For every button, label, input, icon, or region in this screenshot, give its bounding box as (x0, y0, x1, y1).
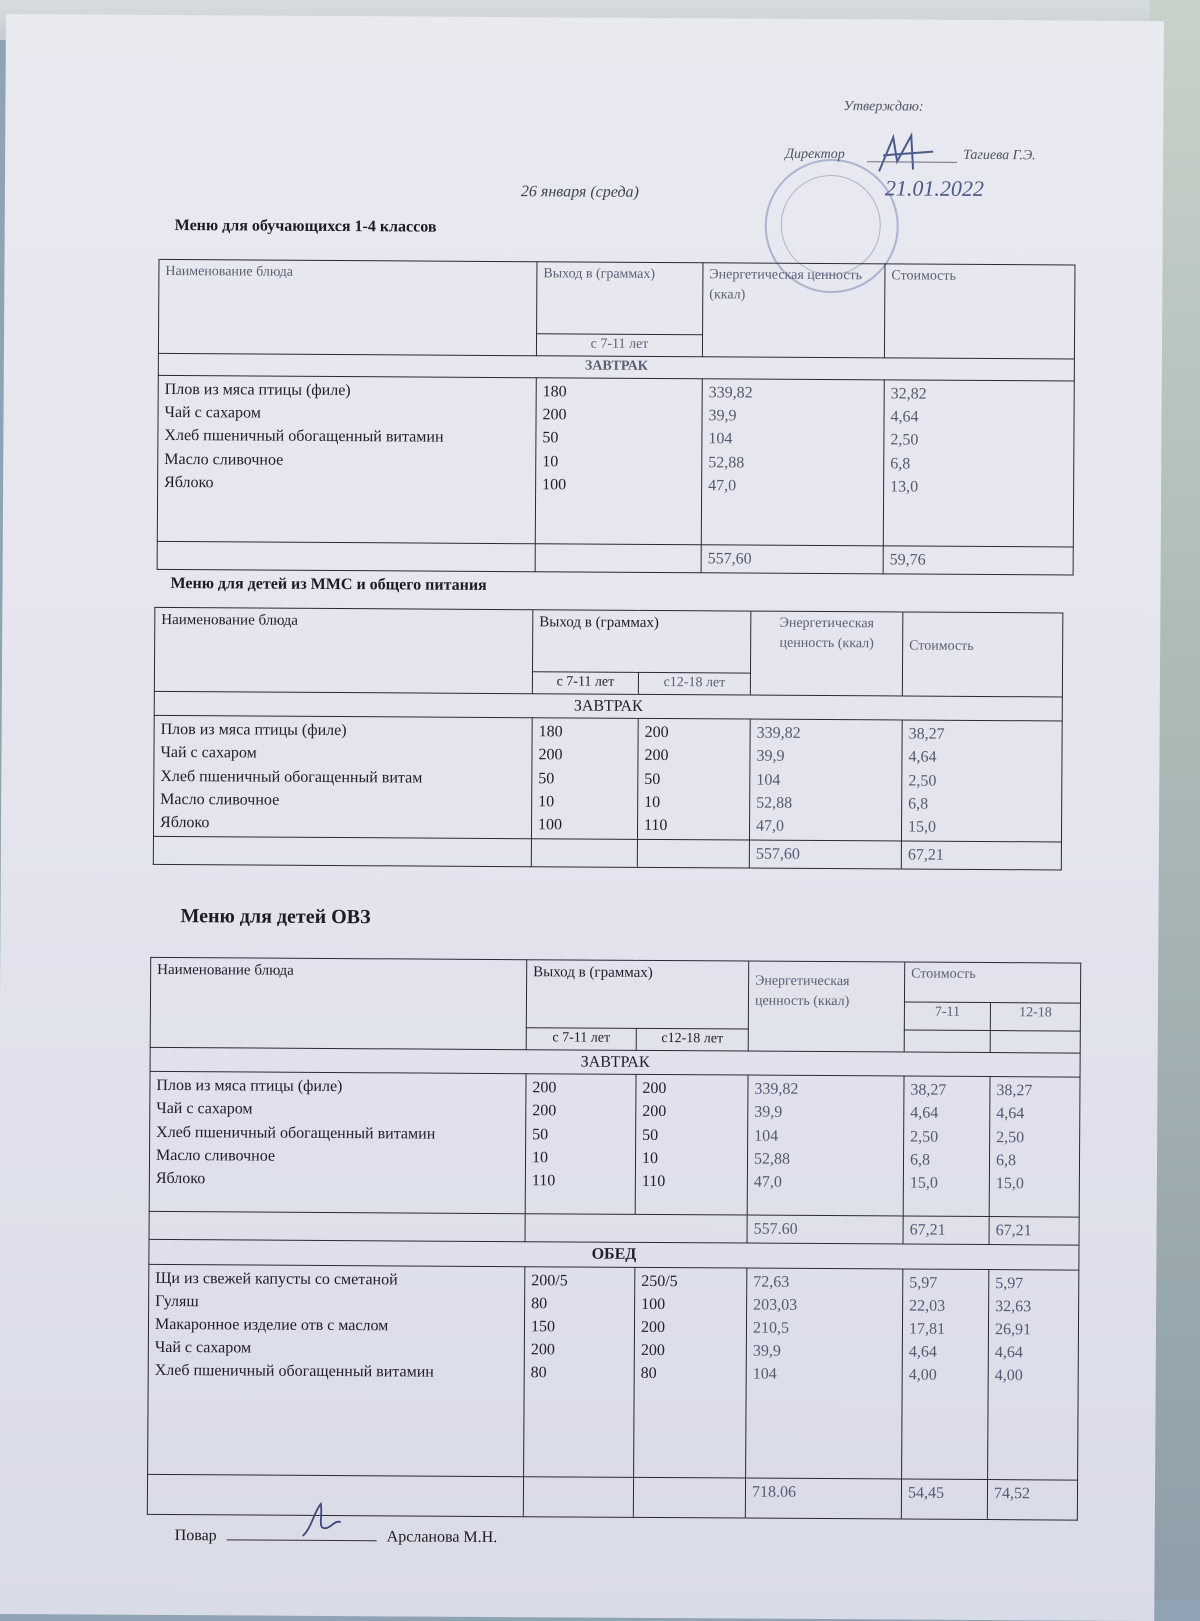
yield-12-18-list (637, 719, 750, 841)
yield-value: 200 (530, 1341, 555, 1359)
total-yield-cell (531, 839, 637, 868)
total-energy: 557.60 (747, 1215, 903, 1244)
dish-name: Хлеб пшеничный обогащенный витамин (164, 427, 444, 447)
cost-value: 4,00 (994, 1367, 1023, 1385)
energy-value: 52,88 (756, 794, 793, 812)
yield-value: 200 (642, 1080, 667, 1098)
cost-value: 4,64 (890, 408, 919, 426)
date-heading: 26 января (среда) (520, 183, 639, 201)
menu-table-mms (153, 607, 1064, 871)
total-cost-7-11: 54,45 (901, 1479, 987, 1520)
energy-value: 339,82 (754, 1080, 799, 1099)
energy-list (746, 1268, 903, 1479)
header-yield: Выход в (граммах) (537, 262, 703, 335)
energy-value: 339,82 (756, 724, 801, 743)
header-empty (990, 1031, 1080, 1054)
menu-sheet (0, 14, 1164, 1621)
cost-value: 4,00 (908, 1366, 937, 1385)
energy-value: 52,88 (708, 453, 745, 472)
energy-value: 47,0 (756, 817, 785, 835)
yield-value: 80 (640, 1365, 657, 1383)
header-energy: Энергетическая ценность (ккал) (748, 961, 905, 1052)
energy-value: 39,9 (752, 1342, 781, 1360)
yield-value: 200/5 (531, 1271, 568, 1290)
cost-value: 4,64 (996, 1105, 1025, 1123)
cost-12-18-list (988, 1269, 1079, 1480)
menu-table-grades-1-4 (157, 259, 1076, 576)
yield-value: 10 (542, 452, 559, 470)
dish-name: Хлеб пшеничный обогащенный витамин (154, 1362, 434, 1381)
director-label: Директор (785, 146, 845, 163)
yield-value: 50 (644, 770, 661, 788)
yield-value: 200 (642, 1103, 667, 1121)
yield-value: 200 (640, 1318, 666, 1336)
cost-value: 17,81 (908, 1320, 946, 1338)
cost-value: 22,03 (909, 1297, 946, 1315)
yield-12-18-list (635, 1075, 748, 1216)
yield-value: 200 (538, 746, 563, 764)
yield-value: 110 (644, 816, 668, 834)
header-empty (904, 1030, 990, 1053)
dish-list (153, 716, 532, 839)
cost-value: 2,50 (908, 772, 937, 790)
yield-value: 150 (530, 1318, 556, 1336)
energy-value: 47,0 (753, 1173, 782, 1191)
cost-value: 6,8 (908, 795, 929, 813)
cost-value: 4,64 (908, 1343, 937, 1361)
cost-value: 5,97 (909, 1274, 938, 1292)
total-label-cell (149, 1212, 525, 1242)
yield-value: 200 (640, 1342, 665, 1360)
energy-list (701, 379, 884, 546)
energy-value: 339,82 (708, 384, 753, 402)
yield-7-11-list (531, 718, 638, 840)
yield-value: 250/5 (641, 1272, 678, 1290)
yield-value: 10 (644, 793, 661, 811)
yield-value: 50 (532, 1125, 549, 1143)
dish-list (149, 1072, 526, 1214)
total-yield-cell (525, 1214, 747, 1244)
yield-value: 200 (644, 747, 669, 765)
cost-value: 15,0 (909, 1174, 938, 1192)
yield-value: 110 (641, 1172, 666, 1190)
cook-name: Арсланова М.Н. (386, 1528, 498, 1547)
dish-name: Чай с сахаром (154, 1339, 252, 1357)
yield-value: 80 (531, 1294, 548, 1313)
energy-value: 104 (752, 1365, 777, 1384)
energy-value: 203,03 (753, 1296, 798, 1314)
header-cost-7-11: 7-11 (904, 1002, 990, 1031)
section-breakfast: ЗАВТРАК (154, 691, 1062, 721)
total-energy: 557,60 (749, 840, 901, 869)
dish-name: Плов из мяса птицы (филе) (156, 1077, 343, 1096)
yield-value: 200 (532, 1079, 557, 1097)
yield-value: 200 (644, 724, 669, 742)
menu-table-ovz (147, 957, 1081, 1520)
dish-name: Чай с сахаром (156, 1100, 253, 1118)
header-cost-12-18: 12-18 (990, 1003, 1080, 1032)
dish-name: Яблоко (164, 473, 214, 492)
total-cost: 67,21 (901, 841, 1061, 870)
cost-value: 2,50 (910, 1128, 939, 1146)
cost-value: 4,64 (908, 748, 937, 767)
cost-value: 13,0 (890, 478, 919, 496)
yield-value: 100 (542, 476, 567, 494)
total-energy: 557,60 (701, 545, 883, 574)
energy-value: 104 (708, 430, 733, 448)
yield-value: 50 (642, 1126, 659, 1144)
header-cost: Стоимость (884, 264, 1075, 359)
header-dish: Наименование блюда (158, 259, 537, 355)
cost-list (883, 380, 1074, 547)
cost-value: 2,50 (996, 1128, 1025, 1146)
cost-value: 15,0 (995, 1175, 1024, 1193)
dish-list (157, 375, 536, 543)
cost-value: 2,50 (890, 431, 919, 449)
cost-value: 4,64 (994, 1344, 1023, 1362)
dish-name: Плов из мяса птицы (филе) (160, 721, 347, 740)
total-yield-cell (535, 544, 701, 573)
header-age-7-11: с 7-11 лет (536, 334, 702, 357)
header-age-12-18: с12-18 лет (638, 672, 750, 695)
approved-label: Утверждаю: (843, 99, 924, 115)
dish-name: Хлеб пшеничный обогащенный витам (160, 767, 423, 787)
director-signature-icon (871, 131, 941, 177)
header-cost: Стоимость (904, 962, 1080, 1003)
director-name: Тагиева Г.Э. (963, 147, 1036, 164)
total-cost-7-11: 67,21 (903, 1216, 989, 1245)
yield-value: 110 (531, 1172, 556, 1190)
table1-title: Меню для обучающихся 1-4 классов (174, 217, 437, 236)
total-cost-12-18: 74,52 (987, 1479, 1077, 1520)
total-yield-cell (637, 839, 749, 868)
cost-value: 6,8 (890, 454, 911, 473)
cost-value: 26,91 (994, 1321, 1032, 1339)
cost-value: 38,27 (908, 725, 945, 743)
header-yield: Выход в (граммах) (526, 960, 748, 1029)
total-yield-cell (523, 1476, 633, 1517)
dish-name: Плов из мяса птицы (филе) (164, 380, 351, 400)
header-yield: Выход в (граммах) (532, 610, 750, 673)
dish-name: Яблоко (155, 1169, 206, 1188)
energy-value: 39,9 (754, 1103, 783, 1122)
section-breakfast: ЗАВТРАК (158, 353, 1074, 381)
header-cost: Стоимость (902, 612, 1063, 697)
total-cost: 59,76 (883, 546, 1073, 575)
yield-value: 10 (531, 1148, 549, 1167)
header-dish: Наименование блюда (150, 957, 527, 1049)
energy-value: 47,0 (708, 477, 737, 495)
approval-date: 21.01.2022 (884, 175, 985, 201)
dish-name: Чай с сахаром (164, 404, 261, 422)
energy-value: 39,9 (756, 747, 785, 766)
cost-7-11-list (903, 1076, 990, 1217)
cost-value: 32,63 (995, 1297, 1032, 1316)
header-energy: Энергетическая ценность (ккал) (702, 263, 885, 358)
cost-value: 38,27 (910, 1081, 947, 1099)
header-age-12-18: с12-18 лет (636, 1028, 748, 1051)
dish-name: Щи из свежей капусты со сметаной (155, 1269, 398, 1288)
energy-value: 104 (754, 1127, 779, 1145)
dish-name: Гуляш (155, 1292, 199, 1310)
cost-value: 32,82 (890, 385, 927, 403)
energy-value: 39,9 (708, 407, 737, 425)
total-yield-cell (633, 1477, 745, 1518)
cook-signature-icon (297, 1500, 347, 1544)
header-age-7-11: с 7-11 лет (526, 1028, 636, 1051)
header-energy: Энергетическая ценность (ккал) (750, 611, 903, 696)
cost-list (901, 720, 1062, 842)
section-breakfast: ЗАВТРАК (150, 1047, 1080, 1077)
cost-value: 6,8 (909, 1151, 931, 1169)
yield-7-11-list (525, 1074, 636, 1215)
yield-7-11-list (524, 1266, 635, 1477)
cost-value: 5,97 (995, 1274, 1024, 1292)
yield-value: 200 (532, 1102, 557, 1120)
cost-12-18-list (989, 1077, 1080, 1218)
yield-list (535, 378, 702, 545)
cost-value: 38,27 (996, 1082, 1033, 1100)
energy-value: 210,5 (752, 1319, 790, 1337)
dish-name: Макаронное изделие отв с маслом (154, 1315, 389, 1335)
dish-list (148, 1264, 525, 1476)
cost-value: 4,64 (910, 1104, 939, 1123)
yield-value: 100 (641, 1295, 666, 1313)
total-label-cell (153, 837, 531, 867)
yield-value: 80 (530, 1364, 547, 1382)
table3-title: Меню для детей ОВЗ (180, 905, 371, 929)
table2-title: Меню для детей из ММС и общего питания (170, 575, 487, 594)
yield-value: 50 (538, 769, 555, 787)
yield-value: 50 (542, 429, 559, 447)
yield-value: 200 (542, 406, 567, 424)
yield-value: 180 (538, 723, 563, 741)
total-energy: 718.06 (745, 1478, 901, 1519)
yield-value: 10 (538, 793, 555, 811)
dish-name: Масло сливочное (160, 790, 280, 809)
dish-name: Чай с сахаром (160, 744, 257, 762)
energy-value: 52,88 (753, 1150, 791, 1168)
cost-value: 15,0 (908, 818, 937, 836)
energy-value: 72,63 (753, 1273, 790, 1291)
total-label-cell (157, 541, 535, 571)
header-dish: Наименование блюда (154, 607, 533, 693)
yield-value: 180 (542, 383, 567, 401)
cook-label: Повар (174, 1527, 217, 1545)
energy-value: 104 (756, 771, 781, 789)
dish-name: Масло сливочное (155, 1146, 276, 1165)
energy-list (747, 1075, 904, 1216)
energy-list (749, 719, 902, 841)
dish-name: Масло сливочное (164, 450, 284, 469)
yield-value: 100 (538, 816, 563, 834)
yield-value: 10 (641, 1149, 659, 1167)
section-lunch: ОБЕД (149, 1240, 1079, 1270)
dish-name: Яблоко (160, 813, 210, 832)
yield-12-18-list (634, 1267, 747, 1478)
cost-7-11-list (902, 1269, 989, 1480)
total-cost-12-18: 67,21 (989, 1217, 1079, 1246)
header-age-7-11: с 7-11 лет (532, 672, 638, 695)
cost-value: 6,8 (995, 1151, 1017, 1169)
dish-name: Хлеб пшеничный обогащенный витамин (156, 1123, 436, 1143)
